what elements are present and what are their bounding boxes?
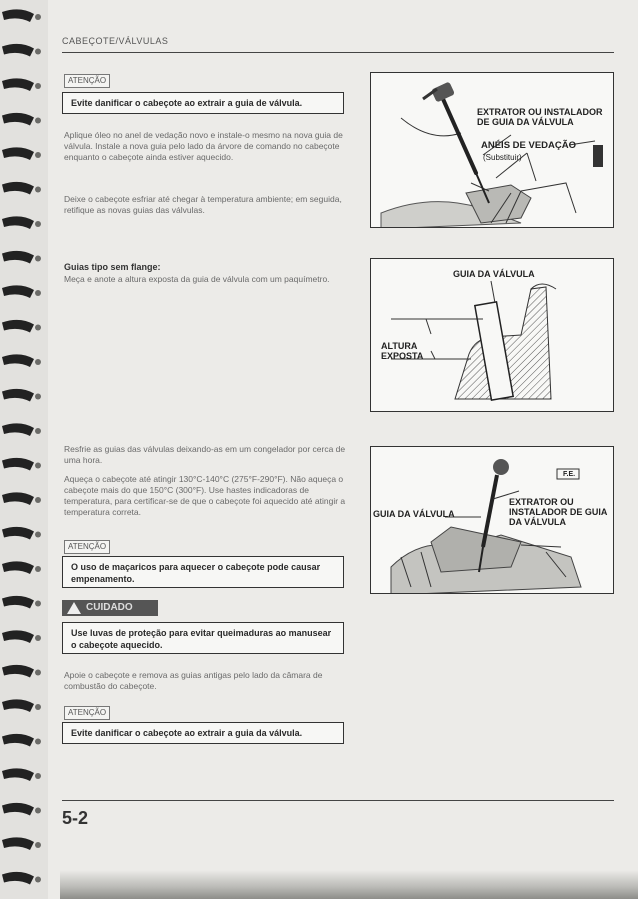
paragraph-1: Aplique óleo no anel de vedação novo e instale-o mesmo na nova guia de válvula. Instale a nova guia pelo lado da árvore de comando no cabeçote enquanto o cabeçote ainda estiver aquecido. [64,130,343,162]
paragraph-6: Apoie o cabeçote e remova as guias antigas pelo lado da câmara de combustão do cabeçote. [64,670,323,691]
label-extractor: EXTRATOR OU INSTALADOR DE GUIA DA VÁLVULA [477,107,603,127]
scan-shadow [60,870,638,899]
attention-tag-2: ATENÇÃO [64,540,110,554]
attention-tag-3: ATENÇÃO [64,706,110,720]
spiral-binding-icon [0,0,48,899]
warning-box-1: Evite danificar o cabeçote ao extrair a guia de válvula. [62,92,344,114]
warning-box-3: Evite danificar o cabeçote ao extrair a guia da válvula. [62,722,344,744]
subheading-flangeless: Guias tipo sem flange: [64,262,161,272]
warning-triangle-icon [67,602,81,614]
label-replace: (Substituir) [483,153,522,162]
caution-banner [62,600,158,616]
paragraph-4: Resfrie as guias das válvulas deixando-as em um congelador por cerca de uma hora. [64,444,346,465]
caution-label: CUIDADO [86,602,133,613]
label-valve-guide-2: GUIA DA VÁLVULA [453,269,535,279]
label-seal-rings: ANÉIS DE VEDAÇÃO [481,140,577,151]
label-valve-guide-3: GUIA DA VÁLVULA [373,509,455,519]
section-header: CABEÇOTE/VÁLVULAS [62,36,169,46]
label-tool: F.E. [563,471,576,478]
paragraph-2: Deixe o cabeçote esfriar até chegar à temperatura ambiente; em seguida, retifique as novas guias das válvulas. [64,194,342,215]
figure-valve-guide-remover [370,72,614,228]
figure-guide-install [370,446,614,594]
footer-rule [62,800,614,801]
exposed-height-drawing [371,259,614,412]
header-rule [62,52,614,53]
paragraph-3: Meça e anote a altura exposta da guia de válvula com um paquímetro. [64,274,330,284]
caution-box: Use luvas de proteção para evitar queimaduras ao manusear o cabeçote aquecido. [62,622,344,654]
paragraph-5: Aqueça o cabeçote até atingir 130°C-140°C (275°F-290°F). Não aqueça o cabeçote mais do que 150°C (300°F). Use hastes indicadoras de temperatura, para certificar-se de que o cabeçote foi aquecido até atingir a temperatura correta. [64,474,346,517]
label-exposed-height: ALTURA EXPOSTA [381,341,424,361]
figure-exposed-height [370,258,614,412]
label-extractor-3: EXTRATOR OU INSTALADOR DE GUIA DA VÁLVULA [509,497,607,527]
page-number: 5-2 [62,808,89,828]
warning-box-2: O uso de maçaricos para aquecer o cabeçote pode causar empenamento. [62,556,344,588]
attention-tag-1: ATENÇÃO [64,74,110,88]
